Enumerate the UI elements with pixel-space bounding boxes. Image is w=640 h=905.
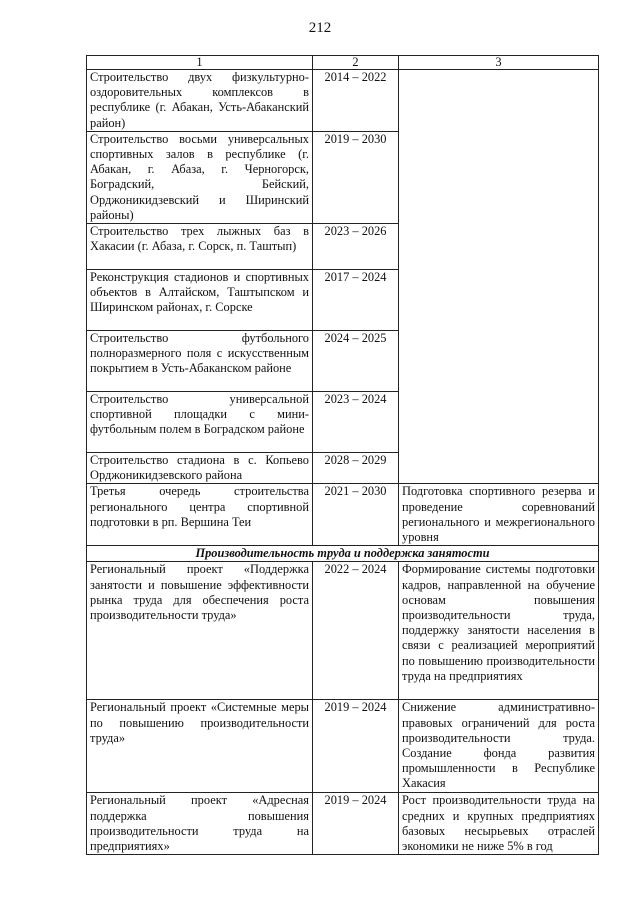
period: 2019 – 2024 bbox=[313, 793, 399, 855]
page-number: 212 bbox=[308, 20, 332, 36]
period: 2024 – 2025 bbox=[313, 331, 399, 392]
measure-name: Строительство футбольного полноразмерного поля с искусственным покрытием в Усть-Абаканском районе bbox=[87, 331, 313, 392]
effect-cell-empty bbox=[399, 70, 599, 484]
section-title: Производительность труда и поддержка занятости bbox=[87, 546, 599, 562]
table-row bbox=[87, 562, 599, 700]
measure-name: Реконструкция стадионов и спортивных объектов в Алтайском, Таштыпском и Ширинском районах, г. Сорске bbox=[87, 270, 313, 331]
table-header-row bbox=[87, 56, 599, 70]
table-row bbox=[87, 700, 599, 793]
measure-name: Региональный проект «Системные меры по повышению производительности труда» bbox=[87, 700, 313, 793]
measure-name: Строительство стадиона в с. Копьево Орджоникидзевского района bbox=[87, 453, 313, 484]
period: 2017 – 2024 bbox=[313, 270, 399, 331]
measure-name: Строительство восьми универсальных спортивных залов в республике (г. Абакан, г. Абаза, г. Черногорск, Боградский, Бейский, Орджоникидзевский и Ширинский районы) bbox=[87, 131, 313, 223]
measure-name: Третья очередь строительства регионального центра спортивной подготовки в рп. Вершина Теи bbox=[87, 484, 313, 546]
table-row bbox=[87, 70, 599, 132]
section-header-row bbox=[87, 546, 599, 562]
period: 2019 – 2030 bbox=[313, 131, 399, 223]
measure-name: Региональный проект «Адресная поддержка повышения производительности труда на предприятиях» bbox=[87, 793, 313, 855]
table-row bbox=[87, 793, 599, 855]
measure-name: Строительство трех лыжных баз в Хакасии (г. Абаза, г. Сорск, п. Таштып) bbox=[87, 224, 313, 270]
expected-effect: Рост производительности труда на средних и крупных предприятиях базовых несырьевых отраслей экономики не ниже 5% в год bbox=[399, 793, 599, 855]
period: 2019 – 2024 bbox=[313, 700, 399, 793]
measure-name: Строительство двух физкультурно-оздоровительных комплексов в республике (г. Абакан, Усть-Абаканский район) bbox=[87, 70, 313, 132]
measure-name: Региональный проект «Поддержка занятости и повышение эффективности рынка труда для обеспечения роста производительности труда» bbox=[87, 562, 313, 700]
column-header-1: 1 bbox=[87, 56, 313, 70]
period: 2014 – 2022 bbox=[313, 70, 399, 132]
column-header-2: 2 bbox=[313, 56, 399, 70]
expected-effect: Подготовка спортивного резерва и проведение соревнований регионального и межрегионального уровня bbox=[399, 484, 599, 546]
measures-table bbox=[86, 55, 599, 855]
table-row bbox=[87, 484, 599, 546]
expected-effect: Формирование системы подготовки кадров, направленной на обучение основам повышения производительности труда, поддержку занятости населения в связи с реализацией мероприятий по повышению производительности труда на предприятиях bbox=[399, 562, 599, 700]
expected-effect: Снижение административно-правовых ограничений для роста производительности труда. Создание фонда развития промышленности в Республике Хакасия bbox=[399, 700, 599, 793]
period: 2028 – 2029 bbox=[313, 453, 399, 484]
measure-name: Строительство универсальной спортивной площадки с мини-футбольным полем в Боградском районе bbox=[87, 392, 313, 453]
column-header-3: 3 bbox=[399, 56, 599, 70]
period: 2021 – 2030 bbox=[313, 484, 399, 546]
period: 2022 – 2024 bbox=[313, 562, 399, 700]
period: 2023 – 2026 bbox=[313, 224, 399, 270]
period: 2023 – 2024 bbox=[313, 392, 399, 453]
